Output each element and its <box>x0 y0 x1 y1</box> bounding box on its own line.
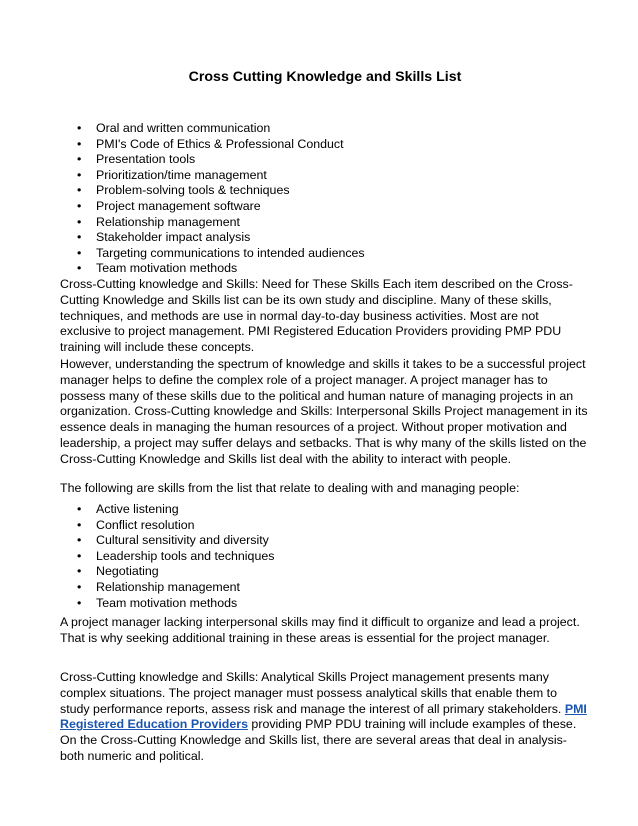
bullet-icon: • <box>77 245 82 260</box>
list-item: • Conflict resolution <box>77 517 195 532</box>
list-item: • Presentation tools <box>77 152 196 167</box>
list-item: • Project management software <box>77 198 261 213</box>
bullet-icon: • <box>77 595 82 610</box>
list-item: • Prioritization/time management <box>77 167 267 182</box>
bullet-icon: • <box>77 230 82 245</box>
paragraph-interpersonal: However, understanding the spectrum of knowledge and skills it takes to be a successful project manager helps to define the complex role of a project manager. A project manager has to possess many of these skills due to the political and human nature of managing projects in an organization. Cross-Cutting knowledge and Skills: Interpersonal Skills Project management in its essence deals in managing the human resources of a project. Without proper motivation and leadership, a project may suffer delays and setbacks. That is why many of the skills listed on the Cross-Cutting Knowledge and Skills list deal with the ability to interact with people. <box>60 357 588 466</box>
list-item: • Active listening <box>77 502 179 516</box>
pmi-providers-link[interactable]: PMI Registered Education Providers <box>60 701 587 732</box>
bullet-icon: • <box>77 214 82 229</box>
bullet-icon: • <box>77 579 82 594</box>
bullet-icon: • <box>77 533 82 548</box>
list-item: • Team motivation methods <box>77 595 238 610</box>
bullet-icon: • <box>77 564 82 579</box>
list-item: • Stakeholder impact analysis <box>77 230 251 245</box>
list-item: • Relationship management <box>77 579 240 594</box>
bullet-icon: • <box>77 517 82 532</box>
list-item: • Leadership tools and techniques <box>77 548 275 563</box>
list-item: • Problem-solving tools & techniques <box>77 183 290 198</box>
paragraph-interpersonal-lack: A project manager lacking interpersonal skills may find it difficult to organize and lead a project. That is why seeking additional training in these areas is essential for the project manager. <box>60 615 580 645</box>
list-item: • Team motivation methods <box>77 261 238 276</box>
bullet-icon: • <box>77 183 82 198</box>
paragraph-skills-need: Cross-Cutting knowledge and Skills: Need for These Skills Each item described on the Cross-Cutting Knowledge and Skills list can be its own study and discipline. Many of these skills, techniques, and methods are use in normal day-to-day business activities. Most are not exclusive to project management. PMI Registered Education Providers providing PMP PDU training will include these concepts. <box>60 277 573 355</box>
list-item: • Negotiating <box>77 564 159 579</box>
list-item: • Cultural sensitivity and diversity <box>77 533 269 548</box>
skills-list <box>60 121 590 277</box>
paragraph-analytical-text-1: Cross-Cutting knowledge and Skills: Analytical Skills Project management presents many complex situations. The project manager must possess analytical skills that enable them to study performance reports, assess risk and manage the interest of all primary stakeholders. <box>60 670 565 716</box>
paragraph-people-skills-intro: The following are skills from the list that relate to dealing with and managing people: <box>60 481 520 495</box>
bullet-icon: • <box>77 198 82 213</box>
list-item: • PMI's Code of Ethics & Professional Conduct <box>77 136 344 151</box>
people-skills-list <box>60 502 590 611</box>
document-title: Cross Cutting Knowledge and Skills List <box>188 69 462 85</box>
bullet-icon: • <box>77 502 82 516</box>
paragraph-analytical-text-2: providing PMP PDU training will include examples of these. On the Cross-Cutting Knowledge and Skills list, there are several areas that deal in analysis-both numeric and political. <box>60 717 577 763</box>
list-item: • Relationship management <box>77 214 240 229</box>
list-item: • Oral and written communication <box>77 121 271 135</box>
bullet-icon: • <box>77 167 82 182</box>
bullet-icon: • <box>77 548 82 563</box>
list-item: • Targeting communications to intended audiences <box>77 245 365 260</box>
bullet-icon: • <box>77 136 82 151</box>
bullet-icon: • <box>77 261 82 276</box>
paragraph-analytical <box>60 670 590 765</box>
bullet-icon: • <box>77 152 82 167</box>
bullet-icon: • <box>77 121 82 135</box>
